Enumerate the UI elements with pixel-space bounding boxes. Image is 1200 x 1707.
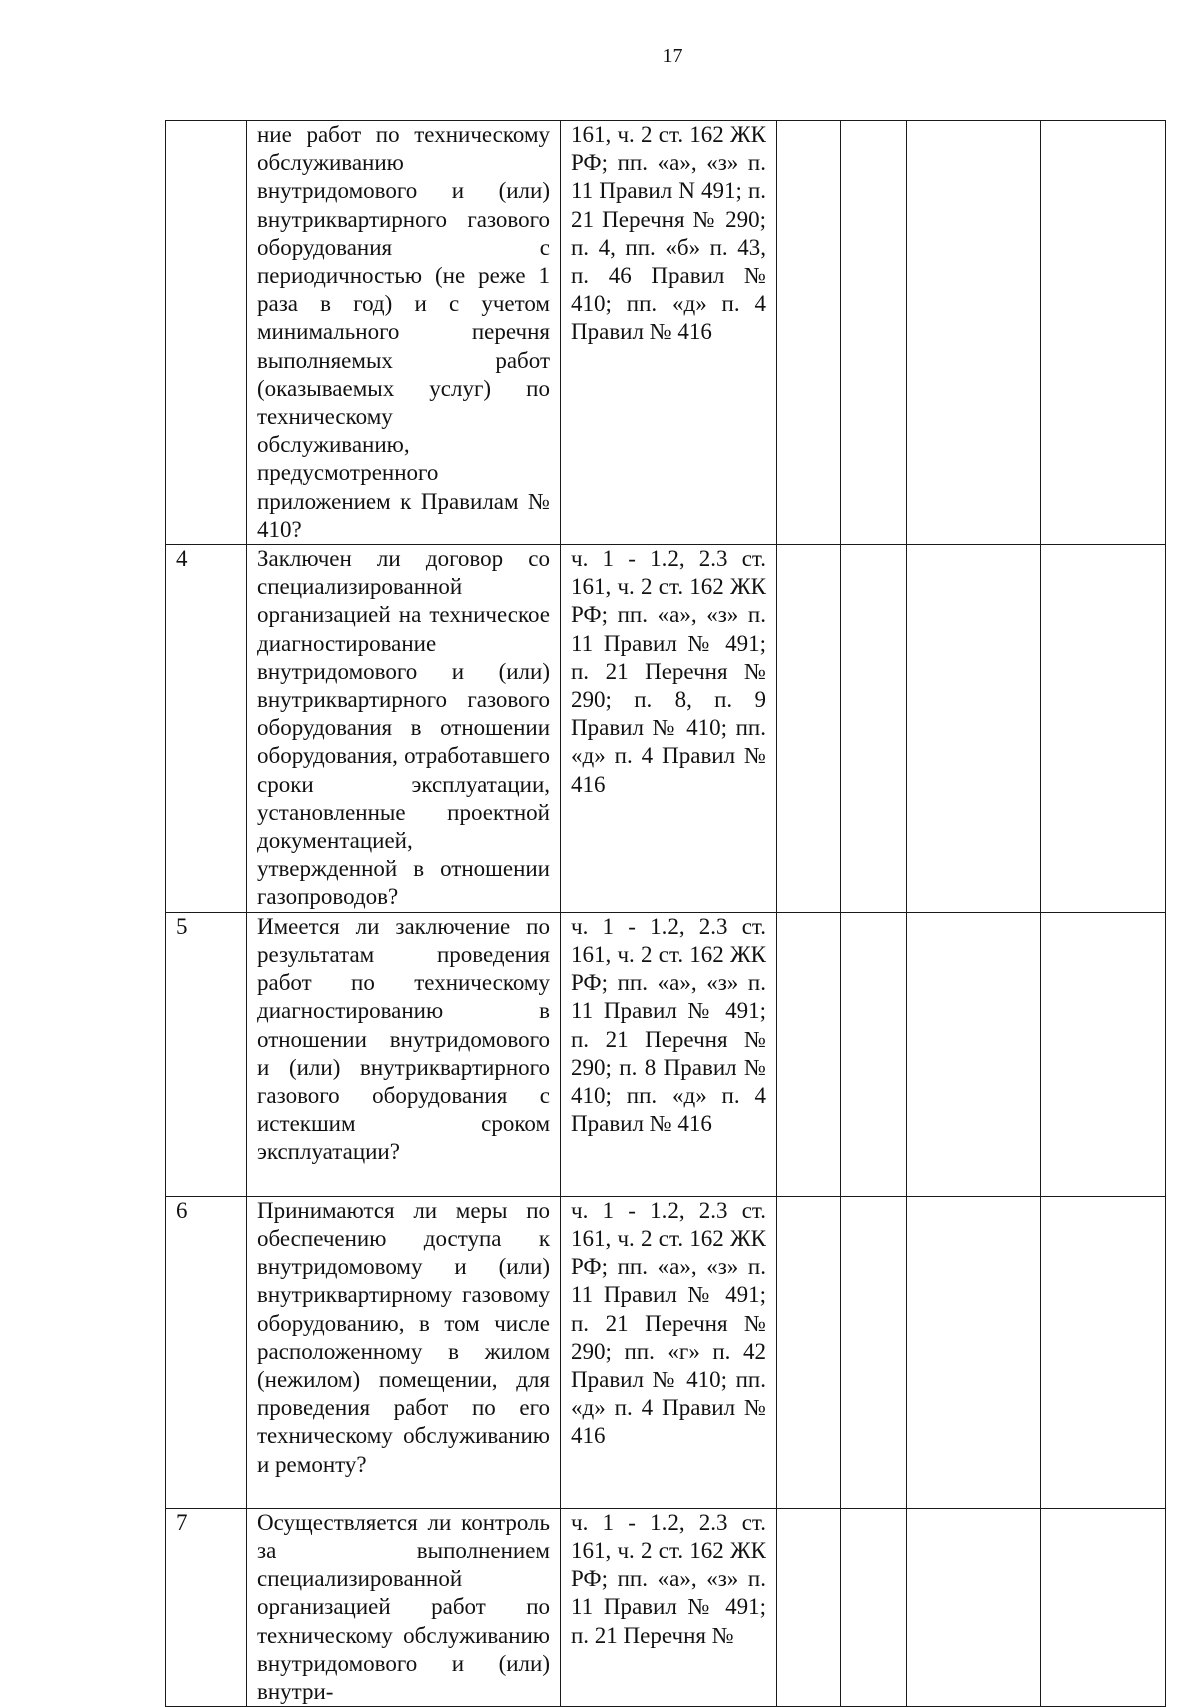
empty-cell [907,1508,1041,1706]
empty-cell [1041,912,1166,1196]
empty-cell [777,545,841,913]
reference-cell [561,912,777,1196]
empty-cell [777,912,841,1196]
empty-cell [777,1508,841,1706]
checklist-table [165,120,1166,1707]
question-text: Заключен ли договор со специализированной организацией на техническое диагностирование внутридомового и (или) внутриквартирного газового оборудования в отношении оборудования, отработавшего сроки эксплуатации, установленные проектной документацией, утвержденной в отношении газопроводов? [257,546,550,910]
table-row [166,545,1166,913]
empty-cell [907,121,1041,545]
page-number: 17 [662,45,683,67]
reference-cell [561,1508,777,1706]
empty-cell [841,545,907,913]
empty-cell [907,912,1041,1196]
row-number: 6 [166,1196,247,1508]
table-row [166,121,1166,545]
empty-cell [841,912,907,1196]
question-text: ние работ по техническому обслуживанию внутридомового и (или) внутриквартирного газового оборудования с периодичностью (не реже 1 раза в год) и с учетом минимального перечня выполняемых работ (оказываемых услуг) по техническому обслуживанию, предусмотренного приложением к Правилам № 410? [257,122,550,542]
row-number: 4 [166,545,247,913]
empty-cell [1041,121,1166,545]
reference-text: ч. 1 - 1.2, 2.3 ст. 161, ч. 2 ст. 162 ЖК РФ; пп. «а», «з» п. 11 Правил № 491; п. 21 Перечня № 290; п. 8, п. 9 Правил № 410; пп. «д» п. 4 Правил № 416 [571,546,766,797]
question-text: Имеется ли заключение по результатам проведения работ по техническому диагностированию в отношении внутридомового и (или) внутриквартирного газового оборудования с истекшим сроком эксплуатации? [257,913,550,1165]
question-cell [247,545,561,913]
question-cell [247,121,561,545]
row-number: 7 [166,1508,247,1706]
empty-cell [777,1196,841,1508]
empty-cell [841,1508,907,1706]
question-cell [247,1196,561,1508]
empty-cell [1041,1196,1166,1508]
table-row [166,912,1166,1196]
empty-cell [841,121,907,545]
reference-cell [561,545,777,913]
reference-text: ч. 1 - 1.2, 2.3 ст. 161, ч. 2 ст. 162 ЖК РФ; пп. «а», «з» п. 11 Правил № 491; п. 21 Перечня № 290; п. 8 Правил № 410; пп. «д» п. 4 Правил № 416 [571,913,766,1137]
empty-cell [1041,545,1166,913]
table-row [166,1508,1166,1706]
row-number: 5 [166,912,247,1196]
reference-cell [561,1196,777,1508]
table-row [166,1196,1166,1508]
reference-text: 161, ч. 2 ст. 162 ЖК РФ; пп. «а», «з» п. 11 Правил N 491; п. 21 Перечня № 290; п. 4, пп. «б» п. 43, п. 46 Правил № 410; пп. «д» п. 4 Правил № 416 [571,122,766,345]
reference-cell [561,121,777,545]
question-text: Принимаются ли меры по обеспечению доступа к внутридомовому и (или) внутриквартирному газовому оборудованию, в том числе расположенному в жилом (нежилом) помещении, для проведения работ по его техническому обслуживанию и ремонту? [257,1197,550,1477]
empty-cell [907,545,1041,913]
empty-cell [777,121,841,545]
reference-text: ч. 1 - 1.2, 2.3 ст. 161, ч. 2 ст. 162 ЖК РФ; пп. «а», «з» п. 11 Правил № 491; п. 21 Перечня № [571,1509,766,1648]
question-text: Осуществляется ли контроль за выполнением специализированной организацией работ по техническому обслуживанию внутридомового и (или) внутри- [257,1509,550,1704]
empty-cell [1041,1508,1166,1706]
empty-cell [907,1196,1041,1508]
row-number [166,121,247,545]
empty-cell [841,1196,907,1508]
reference-text: ч. 1 - 1.2, 2.3 ст. 161, ч. 2 ст. 162 ЖК РФ; пп. «а», «з» п. 11 Правил № 491; п. 21 Перечня № 290; пп. «г» п. 42 Правил № 410; пп. «д» п. 4 Правил № 416 [571,1197,766,1449]
question-cell [247,1508,561,1706]
question-cell [247,912,561,1196]
